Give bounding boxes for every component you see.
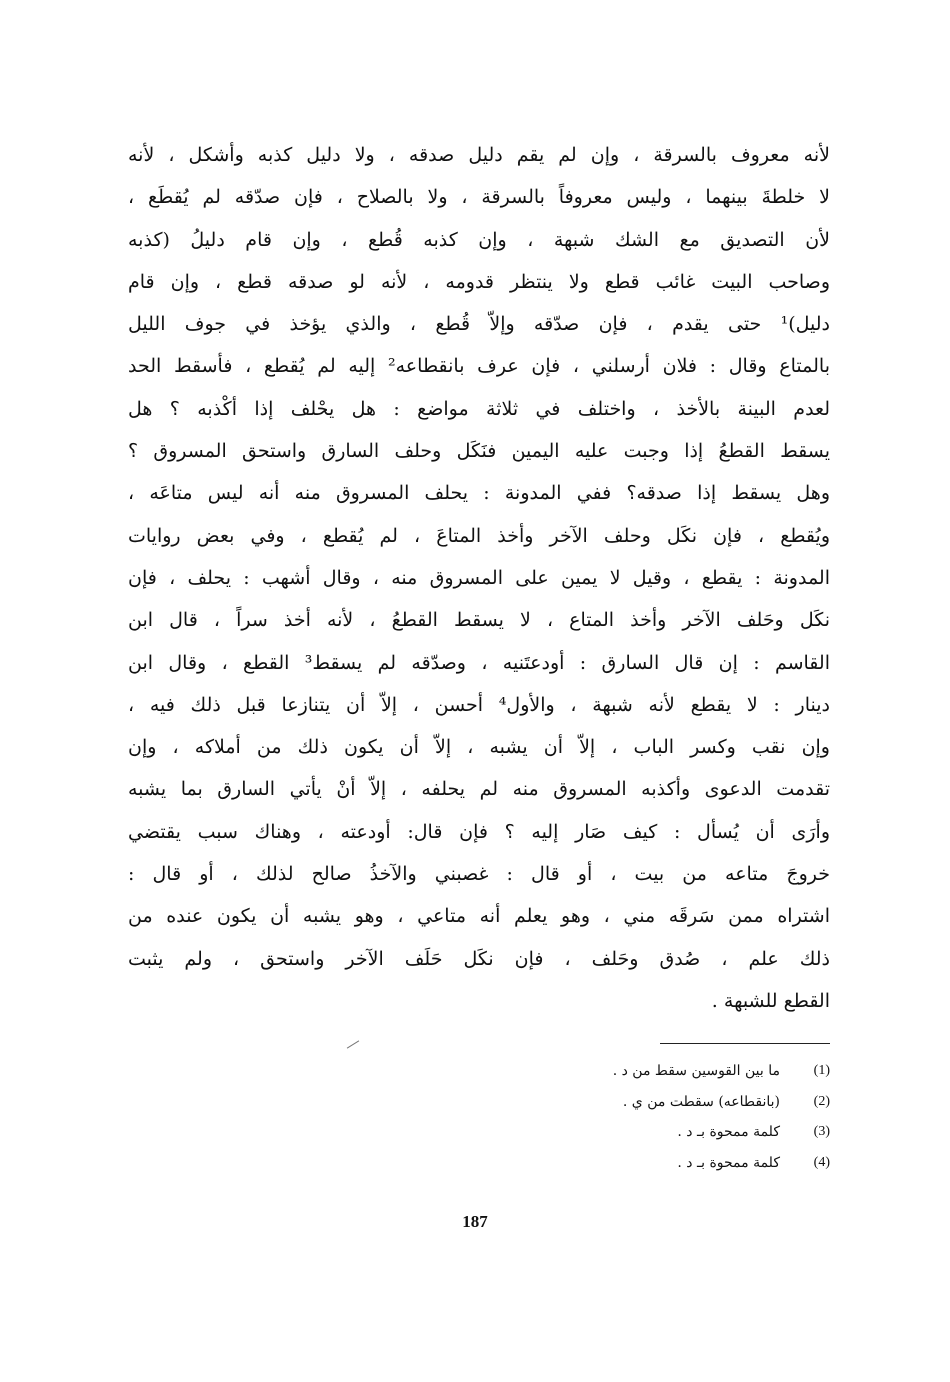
footnote-text: ما بين القوسين سقط من د . [612, 1063, 780, 1079]
text-line: تقدمت الدعوى وأكذبه المسروق منه لم يحلفه ، إلاّ أنْ يأتي السارق بما يشبه [128, 778, 830, 801]
text-line: القاسم : إن قال السارق : أودعتَنيه ، وصدّقه لم يسقط³ القطع ، وقال ابن [128, 651, 830, 674]
footnote-separator [660, 1043, 830, 1044]
text-line: لا خلطةَ بينهما ، وليس معروفاً بالسرقة ، ولا بالصلاح ، فإن صدّقه لم يُقطَع ، [128, 186, 830, 209]
footnote-item [400, 1056, 830, 1087]
footnote-item [400, 1117, 830, 1148]
text-line: لعدم البينة بالأخذ ، واختلف في ثلاثة مواضع : هل يحْلف إذا أكْذبه ؟ هل [128, 397, 830, 420]
footnote-number: (4) [813, 1154, 830, 1170]
text-line: وإن نقب وكسر الباب ، إلاّ أن يشبه ، إلاّ أن يكون ذلك من أملاكه ، وإن [128, 736, 830, 759]
text-line: وصاحب البيت غائب قطع ولا ينتظر قدومه ، لأنه لو صدقه قطع ، وإن قام [128, 270, 830, 293]
text-line: لأنه معروف بالسرقة ، وإن لم يقم دليل صدقه ، ولا دليل كذبه وأشكل ، لأنه [128, 144, 830, 166]
footnote-text: كلمة ممحوة بـ د . [677, 1124, 780, 1140]
footnote-number: (1) [813, 1063, 830, 1078]
stray-pen-mark [347, 1040, 359, 1048]
footnote-item [400, 1148, 830, 1179]
main-paragraph [128, 134, 830, 1022]
text-line: ذلك علم ، صُدق وحَلف ، فإن نكَل حَلَف الآخر واستحق ، ولم يثبت [128, 947, 830, 970]
text-line: دليل)¹ حتى يقدم ، فإن صدّقه وإلاّ قُطع ، والذي يؤخذ في جوف الليل [128, 313, 830, 336]
footnotes [400, 1056, 830, 1178]
text-line: يسقط القطعُ إذا وجبت عليه اليمين فنَكَل وحلف السارق واستحق المسروق ؟ [128, 440, 830, 463]
text-line: لأن التصديق مع الشك شبهة ، وإن كذبه قُطع ، وإن قام دليلُ (كذبه [128, 228, 830, 251]
footnote-number: (3) [813, 1124, 830, 1139]
page-number: 187 [462, 1212, 488, 1231]
text-line: ويُقطع ، فإن نكَل وحلف الآخر وأخذ المتاعَ ، لم يُقطع ، وفي بعض روايات [128, 524, 830, 547]
footnote-item [400, 1087, 830, 1118]
text-line: دينار : لا يقطع لأنه شبهة ، والأول⁴ أحسن ، إلاّ أن يتنازعا قبل ذلك فيه ، [128, 693, 830, 716]
text-line: وأرَى أن يُسأل : كيف صَار إليه ؟ فإن قال: أودعته ، وهناك سبب يقتضي [128, 820, 830, 843]
text-line: المدونة : يقطع ، وقيل لا يمين على المسروق منه ، وقال أشهب : يحلف ، فإن [128, 566, 830, 589]
text-line: وهل يسقط إذا صدقه؟ ففي المدونة : يحلف المسروق منه أنه ليس متاعَه ، [128, 482, 830, 505]
text-line: اشتراه ممن سَرقَه مني ، وهو يعلم أنه متاعي ، وهو يشبه أن يكون عنده من [128, 905, 830, 928]
footnote-number: (2) [813, 1093, 830, 1109]
footnote-text: كلمة ممحوة بـ د . [677, 1154, 780, 1171]
text-line: القطع للشبهة . [711, 989, 830, 1012]
text-line: نكَل وحَلف الآخر وأخذ المتاع ، لا يسقط القطعُ ، لأنه أخذ سراً ، قال ابن [128, 609, 830, 632]
text-line: خروجَ متاعه من بيت ، أو قال : غصبني والآخذُ صالح لذلك ، أو قال : [128, 863, 830, 886]
text-line: بالمتاع وقال : فلان أرسلني ، فإن عرف بانقطاعه² إليه لم يُقطع ، فأسقط الحد [128, 355, 830, 378]
footnote-text: (بانقطاعه) سقطت من ي . [622, 1093, 780, 1110]
